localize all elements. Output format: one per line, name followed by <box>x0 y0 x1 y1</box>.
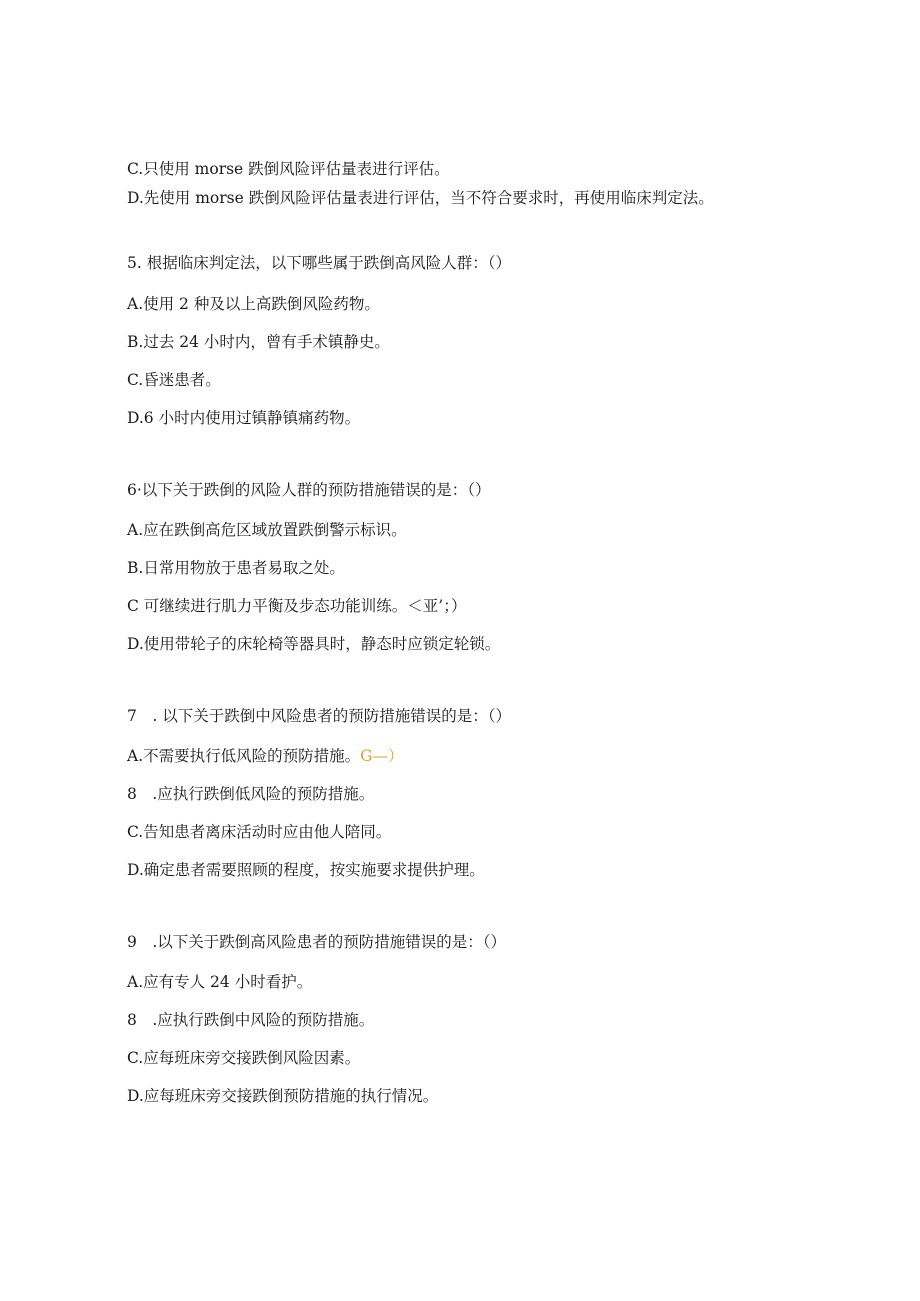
q6-option-d: D.使用带轮子的床轮椅等器具时，静态时应锁定轮锁。 <box>127 635 501 653</box>
q7-option-c: C.告知患者离床活动时应由他人陪同。 <box>127 823 392 841</box>
q7-option-b: 8 .应执行跌倒低风险的预防措施。 <box>127 785 375 803</box>
q7-option-a <box>127 746 404 766</box>
q9-option-d: D.应每班床旁交接跌倒预防措施的执行情况。 <box>127 1087 439 1105</box>
q5-question: 5. 根据临床判定法，以下哪些属于跌倒高风险人群：（） <box>127 254 511 272</box>
q7-option-d: D.确定患者需要照顾的程度，按实施要求提供护理。 <box>127 861 485 879</box>
q4-option-d: D.先使用 morse 跌倒风险评估量表进行评估，当不符合要求时，再使用临床判定法。 <box>127 189 714 207</box>
q6-option-c: C 可继续进行肌力平衡及步态功能训练。＜亚’；） <box>127 597 467 615</box>
q9-option-c: C.应每班床旁交接跌倒风险因素。 <box>127 1049 361 1067</box>
q6-question: 6·以下关于跌倒的风险人群的预防措施错误的是：（） <box>127 481 491 499</box>
q9-option-a: A.应有专人 24 小时看护。 <box>127 973 313 991</box>
q6-option-a: A.应在跌倒高危区域放置跌倒警示标识。 <box>127 521 407 539</box>
q9-option-b: 8 .应执行跌倒中风险的预防措施。 <box>127 1011 375 1029</box>
q4-option-c: C.只使用 morse 跌倒风险评估量表进行评估。 <box>127 160 450 178</box>
q5-option-b: B.过去 24 小时内，曾有手术镇静史。 <box>127 333 390 351</box>
q7-option-a-text: A.不需要执行低风险的预防措施。 <box>127 747 361 765</box>
q5-option-a: A.使用 2 种及以上高跌倒风险药物。 <box>127 295 380 313</box>
q9-question: 9 .以下关于跌倒高风险患者的预防措施错误的是：（） <box>127 933 507 951</box>
q6-option-b: B.日常用物放于患者易取之处。 <box>127 559 345 577</box>
q5-option-c: C.昏迷患者。 <box>127 371 221 389</box>
q7-question: 7 . 以下关于跌倒中风险患者的预防措施错误的是：（） <box>127 707 511 725</box>
handwritten-annotation: G—） <box>360 747 404 765</box>
q5-option-d: D.6 小时内使用过镇静镇痛药物。 <box>127 409 361 427</box>
